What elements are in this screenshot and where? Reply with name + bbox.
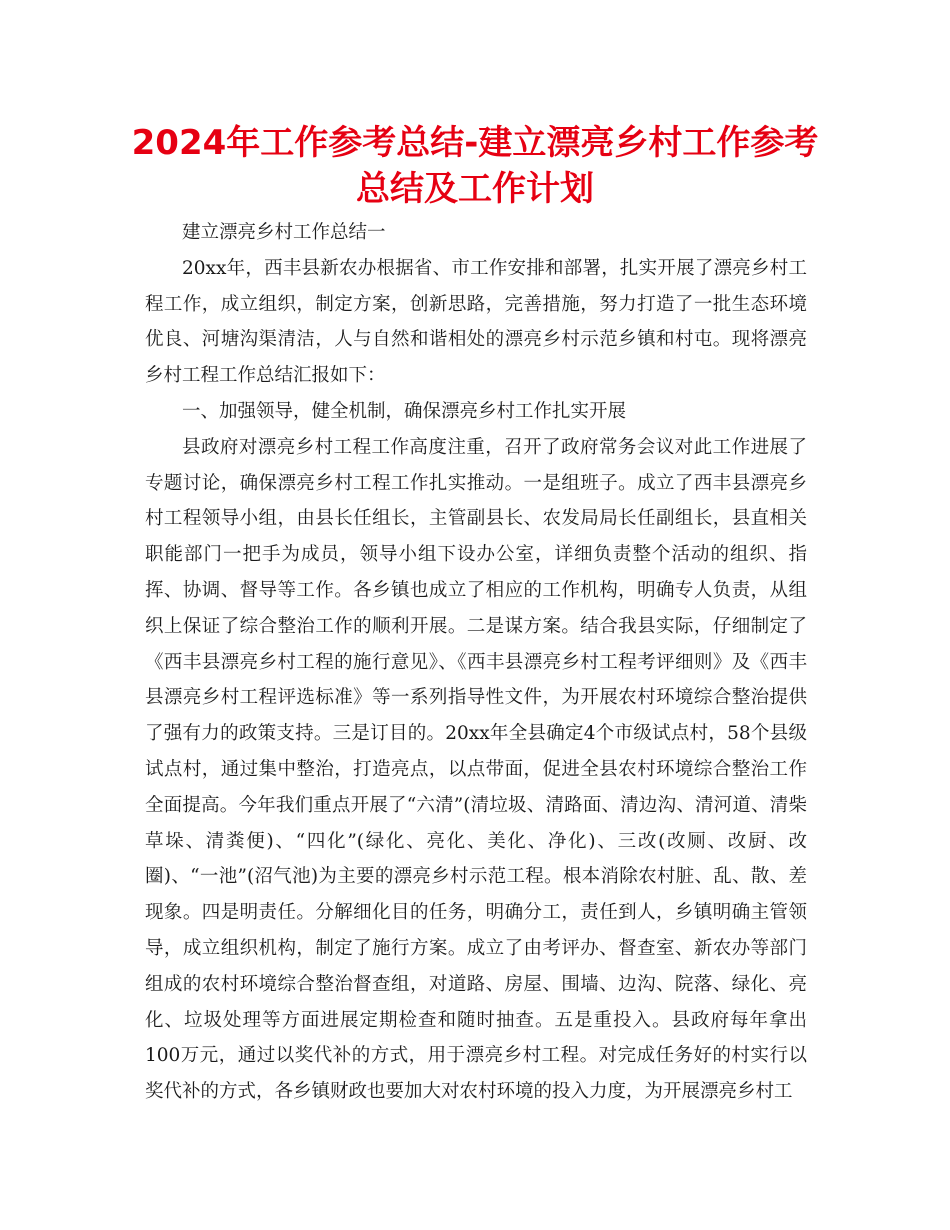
section-heading: 一、加强领导，健全机制，确保漂亮乡村工作扎实开展: [182, 400, 627, 422]
document-body: [145, 215, 807, 1110]
section-heading: 建立漂亮乡村工作总结一: [182, 222, 386, 243]
document-title: 2024年工作参考总结-建立漂亮乡村工作参考总结及工作计划: [131, 123, 819, 209]
paragraph: 县政府对漂亮乡村工程工作高度注重，召开了政府常务会议对此工作进展了专题讨论，确保漂亮乡村工程工作扎实推动。一是组班子。成立了西丰县漂亮乡村工程领导小组，由县长任组长，主管副县长、农发局局长任副组长，县直相关职能部门一把手为成员，领导小组下设办公室，详细负责整个活动的组织、指挥、协调、督导等工作。各乡镇也成立了相应的工作机构，明确专人负责，从组织上保证了综合整治工作的顺利开展。二是谋方案。结合我县实际，仔细制定了《西丰县漂亮乡村工程的施行意见》、《西丰县漂亮乡村工程考评细则》及《西丰县漂亮乡村工程评选标准》等一系列指导性文件，为开展农村环境综合整治提供了强有力的政策支持。三是订目的。20xx年全县确定4个市级试点村，58个县级试点村，通过集中整治，打造亮点，以点带面，促进全县农村环境综合整治工作全面提高。今年我们重点开展了“六清”(清垃圾、清路面、清边沟、清河道、清柴草垛、清粪便)、“四化”(绿化、亮化、美化、净化)、三改(改厕、改厨、改圈)、“一池”(沼气池)为主要的漂亮乡村示范工程。根本消除农村脏、乱、散、差现象。四是明责任。分解细化目的任务，明确分工，责任到人，乡镇明确主管领导，成立组织机构，制定了施行方案。成立了由考评办、督查室、新农办等部门组成的农村环境综合整治督查组，对道路、房屋、围墙、边沟、院落、绿化、亮化、垃圾处理等方面进展定期检查和随时抽查。五是重投入。县政府每年拿出100万元，通过以奖代补的方式，用于漂亮乡村工程。对完成任务好的村实行以奖代补的方式，各乡镇财政也要加大对农村环境的投入力度，为开展漂亮乡村工: [145, 436, 807, 1103]
paragraph: 20xx年，西丰县新农办根据省、市工作安排和部署，扎实开展了漂亮乡村工程工作，成立组织，制定方案，创新思路，完善措施，努力打造了一批生态环境优良、河塘沟渠清洁，人与自然和谐相处的漂亮乡村示范乡镇和村屯。现将漂亮乡村工程工作总结汇报如下：: [145, 257, 807, 387]
